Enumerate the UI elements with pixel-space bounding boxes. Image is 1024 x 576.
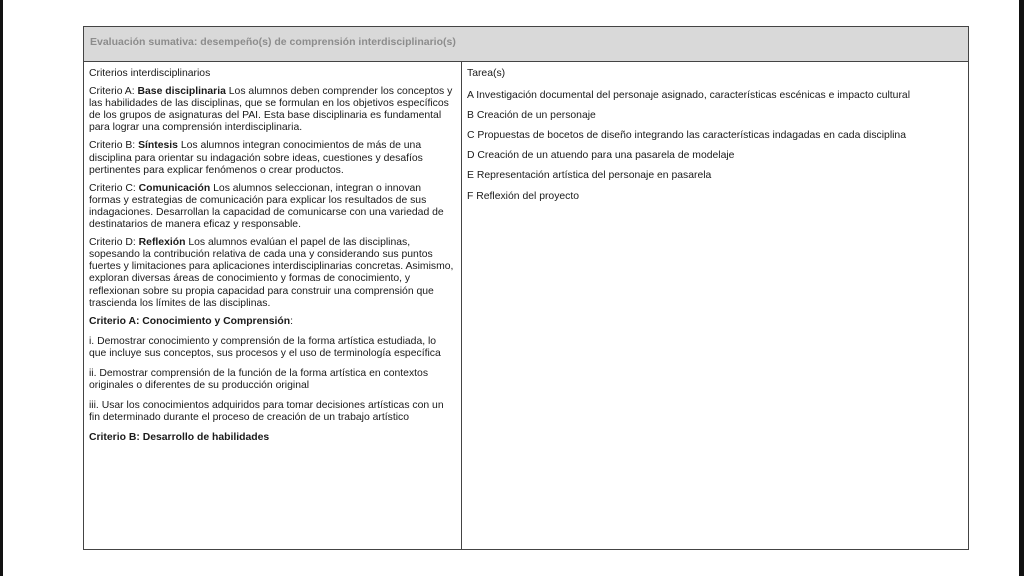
right-edge-bar bbox=[1019, 0, 1024, 576]
table-header bbox=[84, 27, 968, 62]
task-item: D Creación de un atuendo para una pasarela de modelaje bbox=[467, 150, 735, 162]
criterion-text: Los alumnos deben comprender los conceptos y las habilidades de las disciplinas, que se formulan en los objetivos específicos de los grupos de asignaturas del PAI. Esta base disciplinaria es fundamental para lograr una comprensión interdisciplinaria. bbox=[89, 86, 453, 134]
task-item: E Representación artística del personaje en pasarela bbox=[467, 170, 712, 182]
criterion-b bbox=[89, 140, 455, 176]
task-item: F Reflexión del proyecto bbox=[467, 190, 580, 202]
criterion-name: Comunicación bbox=[138, 182, 211, 194]
column-divider bbox=[461, 62, 462, 549]
tasks-column bbox=[467, 68, 937, 211]
criterion-a bbox=[89, 86, 455, 134]
criterion-d bbox=[89, 237, 455, 310]
criterion-name: Reflexión bbox=[138, 237, 186, 249]
section-a-heading: Criterio A: Conocimiento y Comprensión bbox=[89, 315, 291, 327]
criteria-column-title: Criterios interdisciplinarios bbox=[89, 68, 211, 79]
criteria-column bbox=[89, 68, 455, 450]
assessment-table bbox=[83, 26, 969, 550]
criterion-name: Base disciplinaria bbox=[137, 86, 226, 98]
task-item: C Propuestas de bocetos de diseño integrando las características indagadas en cada disciplina bbox=[467, 130, 906, 142]
section-a-item: i. Demostrar conocimiento y comprensión de la forma artística estudiada, lo que incluye sus conceptos, sus procesos y el uso de terminología específica bbox=[89, 335, 441, 359]
task-item: A Investigación documental del personaje asignado, características escénicas e impacto cultural bbox=[467, 90, 911, 102]
section-a-heading-line bbox=[89, 316, 455, 328]
section-b-heading: Criterio B: Desarrollo de habilidades bbox=[89, 432, 270, 444]
left-edge-bar bbox=[0, 0, 3, 576]
section-a-item: iii. Usar los conocimientos adquiridos para tomar decisiones artísticas con un fin determinado durante el proceso de creación de un trabajo artístico bbox=[89, 400, 444, 424]
criterion-prefix: Criterio B: bbox=[89, 140, 139, 152]
criterion-c bbox=[89, 183, 455, 231]
criterion-prefix: Criterio A: bbox=[89, 86, 138, 98]
section-a-colon: : bbox=[290, 315, 293, 327]
criterion-text: Los alumnos integran conocimientos de más de una disciplina para orientar su indagación sobre ideas, cuestiones y desafíos pertinentes para explicar fenómenos o crear productos. bbox=[89, 140, 423, 176]
criterion-name: Síntesis bbox=[138, 140, 178, 152]
header-title: Evaluación sumativa: desempeño(s) de comprensión interdisciplinario(s) bbox=[90, 36, 456, 48]
tasks-column-title: Tarea(s) bbox=[467, 68, 506, 79]
criterion-text: Los alumnos evalúan el papel de las disciplinas, sopesando la contribución relativa de cada una y considerando sus puntos fuertes y limitaciones para aplicaciones interdisciplinarias concretas. Asimismo, exploran diversas áreas de conocimiento y formas de conocimiento, y reflexionan sobre su propia capacidad para construir una comprensión que trascienda los límites de las disciplinas. bbox=[89, 237, 454, 309]
section-a-item: ii. Demostrar comprensión de la función de la forma artística en contextos originales o diferentes de su producción original bbox=[89, 367, 429, 392]
task-item: B Creación de un personaje bbox=[467, 110, 596, 122]
criterion-prefix: Criterio D: bbox=[89, 237, 139, 249]
criterion-text: Los alumnos seleccionan, integran o innovan formas y estrategias de comunicación para explicar los resultados de sus indagaciones. Desarrollan la capacidad de comunicarse con una variedad de destinatarios de manera eficaz y responsable. bbox=[89, 182, 444, 231]
criterion-prefix: Criterio C: bbox=[89, 182, 139, 194]
